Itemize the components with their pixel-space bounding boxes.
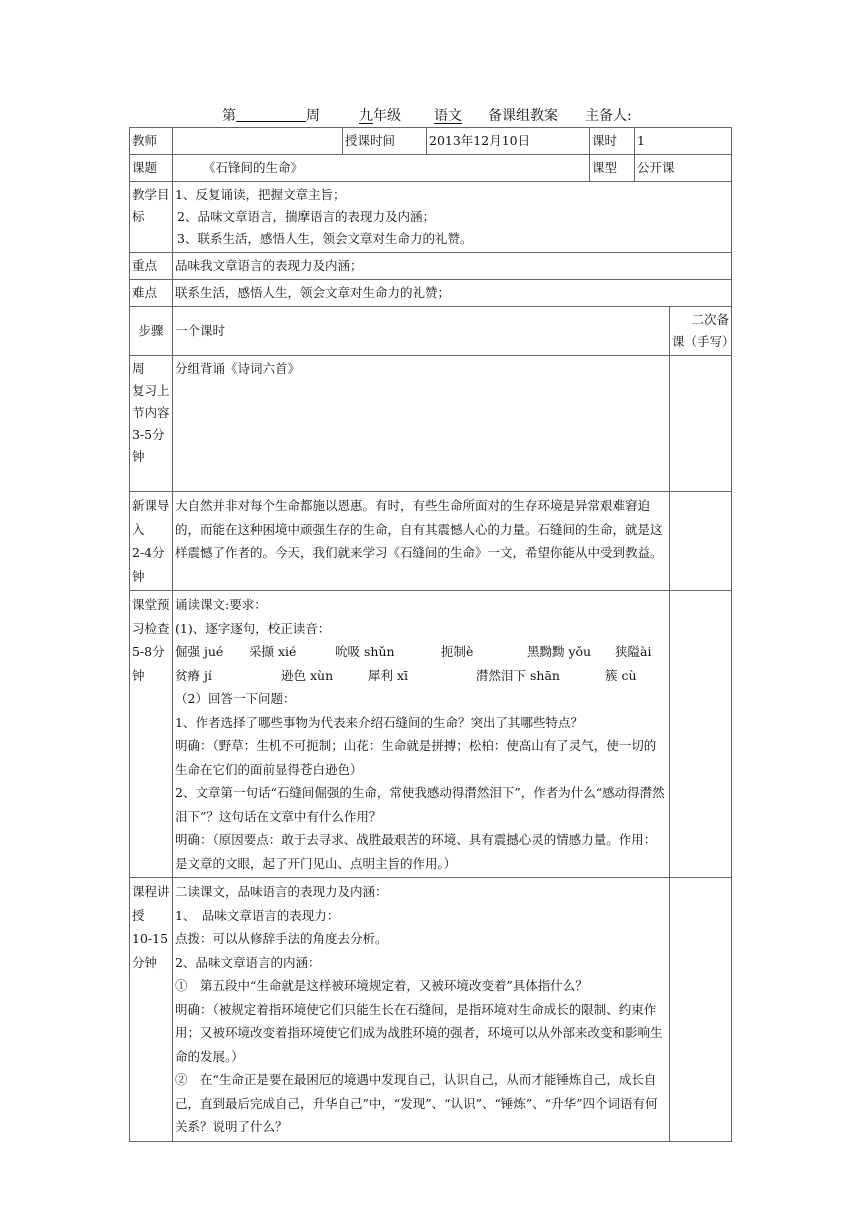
preview-row [130, 591, 732, 878]
lecture-label: 课程讲 授 10-15 分钟 [130, 878, 173, 1142]
difficulty-row [130, 280, 732, 307]
pinyin-word: 吮吸 shǔn [335, 644, 395, 659]
second-prep-cell [670, 492, 732, 591]
objectives-row [130, 182, 732, 253]
pinyin-word: 逊色 xùn [281, 667, 334, 683]
pinyin-row [175, 664, 667, 688]
steps-value: 一个课时 [173, 307, 670, 356]
review-row [130, 356, 732, 492]
week-blank [236, 107, 306, 122]
pinyin-word: 黑黝黝 yǒu [527, 644, 592, 659]
difficulty-value: 联系生活，感悟人生，领会文章对生命力的礼赞； [173, 280, 732, 307]
lecture-row [130, 878, 732, 1142]
lesson-plan-table [129, 127, 735, 1142]
info-row [130, 128, 732, 155]
intro-content: 大自然并非对每个生命都施以恩惠。有时，有些生命所面对的生存环境是异常艰难窘迫的，而能在这种困境中顽强生存的生命，自有其震憾人心的力量。石缝间的生命，就是这样震憾了作者的。今天，我们就来学习《石缝间的生命》一文，希望你能从中受到教益。 [173, 492, 670, 591]
time-value: 2013年12月10日 [427, 128, 590, 155]
period-value: 1 [635, 128, 732, 155]
type-label: 课型 [590, 155, 635, 182]
topic-label: 课题 [130, 155, 173, 182]
steps-label: 步骤 [130, 307, 173, 356]
page-header [0, 105, 860, 127]
pinyin-word: 狭隘ài [615, 644, 652, 659]
topic-row [130, 155, 732, 182]
pinyin-row [175, 640, 667, 664]
period-label: 课时 [590, 128, 635, 155]
pinyin-word: 倔强 jué [175, 644, 224, 659]
review-label: 周 复习上 节内容 3-5分 钟 [130, 356, 173, 492]
pinyin-word: 扼制è [441, 644, 474, 659]
doc-type: 备课组教案 [488, 108, 558, 124]
review-content: 分组背诵《诗词六首》 [173, 356, 670, 492]
focus-label: 重点 [130, 253, 173, 280]
pinyin-word: 犀利 xī [368, 667, 409, 683]
preview-label: 课堂预 习检查 5-8分 钟 [130, 591, 173, 878]
objective-item: 1、反复诵读，把握文章主旨； [175, 187, 346, 202]
teacher-label: 教师 [130, 128, 173, 155]
preparer-label: 主备人: [585, 108, 632, 124]
teacher-value [173, 128, 343, 155]
grade-field: 九年级 [359, 108, 401, 124]
type-value: 公开课 [635, 155, 732, 182]
pinyin-word: 簇 cù [605, 667, 637, 683]
time-label: 授课时间 [343, 128, 427, 155]
intro-label: 新课导 入 2-4分 钟 [130, 492, 173, 591]
steps-header-row [130, 307, 732, 356]
focus-value: 品味我文章语言的表现力及内涵； [173, 253, 732, 280]
lecture-content: 二读课文，品味语言的表现力及内涵： 1、 品味文章语言的表现力： 点拨：可以从修辞手法的角度去分析。 2、品味文章语言的内涵： ① 第五段中“生命就是这样被环境规定着，又被环境改变着”具体指什么？ 明确：（被规定着指环境使它们只能生长在石缝间，是指环境对生命成长的限制、约束作用；又被环境改变着指环境使它们成为战胜环境的强者，环境可以从外部来改变和影响生命的发展。） ② 在“生命正是要在最困厄的境遇中发现自己，认识自己，从而才能锤炼自己，成长自己，直到最后完成自己，升华自己”中，“发现”、“认识”、“锤炼”、“升华”四个词语有何关系？说明了什么？ [173, 878, 670, 1142]
objective-item: 2、品味文章语言，揣摩语言的表现力及内涵； [177, 209, 435, 224]
week-field: 第 周 [222, 108, 320, 124]
pinyin-word: 贫瘠 jí [175, 667, 212, 683]
objectives-list [173, 182, 732, 253]
intro-row [130, 492, 732, 591]
second-prep-cell [670, 591, 732, 878]
subject-field: 语文 [434, 108, 462, 124]
second-prep-header: 二次备 课（手写） [670, 307, 732, 356]
difficulty-label: 难点 [130, 280, 173, 307]
topic-value: 《石锋间的生命》 [173, 155, 590, 182]
objective-item: 3、联系生活，感悟人生，领会文章对生命力的礼赞。 [177, 231, 473, 246]
focus-row [130, 253, 732, 280]
second-prep-cell [670, 356, 732, 492]
pinyin-word: 潸然泪下 shān [476, 667, 560, 683]
second-prep-cell [670, 878, 732, 1142]
pinyin-word: 采撷 xié [249, 644, 297, 659]
objectives-label: 教学目 标 [130, 182, 173, 253]
preview-content: 诵读课文:要求： (1)、逐字逐句，校正读音： 倔强 jué 采撷 xié 吮吸 shǔn 扼制è 黑黝黝 yǒu 狭隘ài 贫瘠 jí 逊色 xùn 犀利 xī 潸然泪下 shān 簇 cù （2）回答一下问题： 1、作者选择了哪些事物为代表来介绍石缝间的生命？突出了其哪些特点？ 明确：（野草：生机不可扼制；山花：生命就是拼搏；松柏：使高山有了灵气，使一切的生命在它们的面前显得苍白逊色） 2、文章第一句话“石缝间倔强的生命，常使我感动得潸然泪下”，作者为什么“感动得潸然泪下”？这句话在文章中有什么作用？ 明确：（原因要点：敢于去寻求、战胜最艰苦的环境、具有震撼心灵的情感力量。作用：是文章的文眼，起了开门见山、点明主旨的作用。） [173, 591, 670, 878]
